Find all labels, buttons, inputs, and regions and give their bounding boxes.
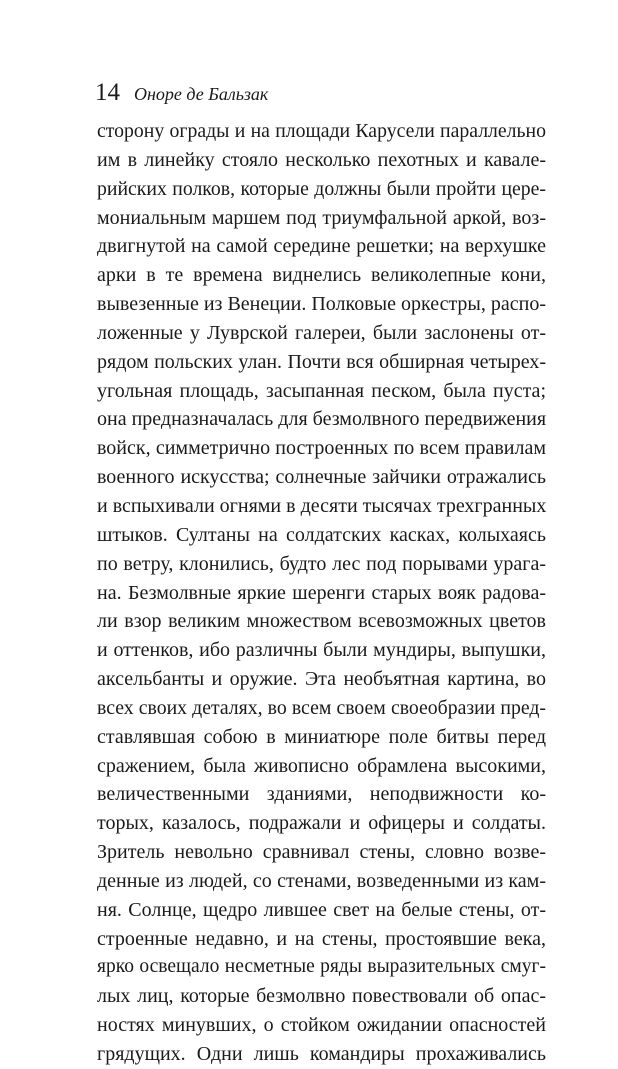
page-number: 14 bbox=[95, 79, 120, 106]
text-line: им в линейку стояло несколько пехотных и кавале- bbox=[97, 148, 546, 171]
page-header bbox=[95, 78, 268, 108]
text-line: ня. Солнце, щедро лившее свет на белые стены, от- bbox=[97, 898, 546, 921]
text-line: всех своих деталях, во всем своем своеобразии пред- bbox=[97, 696, 546, 719]
text-line: она предназначалась для безмолвного передвижения bbox=[97, 408, 547, 431]
text-line: штыков. Султаны на солдатских касках, колыхаясь bbox=[97, 523, 546, 546]
text-line: и оттенков, ибо различны были мундиры, выпушки, bbox=[97, 639, 546, 662]
text-line: величественными зданиями, неподвижности ко- bbox=[97, 783, 546, 806]
text-line: ли взор великим множеством всевозможных цветов bbox=[97, 610, 546, 633]
text-line: ложенные у Луврской галереи, были заслонены от- bbox=[97, 321, 546, 344]
body-text bbox=[97, 117, 546, 1069]
text-line: по ветру, клонились, будто лес под порывами урага- bbox=[97, 552, 546, 575]
text-line: ярко освещало несметные ряды выразительных смуг- bbox=[97, 956, 546, 978]
text-line: вывезенные из Венеции. Полковые оркестры, распо- bbox=[97, 293, 546, 316]
text-line: ностях минувших, о стойком ожидании опасностей bbox=[97, 1014, 546, 1037]
text-line: рядом польских улан. Почти вся обширная четырех- bbox=[97, 350, 546, 373]
text-line: мониальным маршем под триумфальной аркой, воз- bbox=[97, 206, 546, 229]
text-line: на. Безмолвные яркие шеренги старых вояк радова- bbox=[97, 581, 546, 604]
text-line: рийских полков, которые должны были пройти цере- bbox=[97, 177, 546, 200]
text-line: и вспыхивали огнями в десяти тысячах трехгранных bbox=[97, 494, 547, 517]
text-line: двигнутой на самой середине решетки; на верхушке bbox=[97, 235, 546, 258]
text-line: денные из людей, со стенами, возведенными из кам- bbox=[97, 869, 546, 892]
text-line: грядущих. Одни лишь командиры прохаживались bbox=[97, 1043, 546, 1065]
text-line: войск, симметрично построенных по всем правилам bbox=[97, 437, 546, 460]
text-line: ставлявшая собою в миниатюре поле битвы перед bbox=[97, 725, 546, 748]
text-line: сторону ограды и на площади Карусели параллельно bbox=[97, 120, 546, 142]
text-line: военного искусства; солнечные зайчики отражались bbox=[97, 466, 546, 489]
text-line: лых лиц, которые безмолвно повествовали об опас- bbox=[97, 985, 546, 1008]
text-line: торых, казалось, подражали и офицеры и солдаты. bbox=[97, 812, 546, 835]
text-line: арки в те времена виднелись великолепные кони, bbox=[97, 264, 546, 287]
text-line: строенные недавно, и на стены, простоявшие века, bbox=[97, 927, 546, 950]
text-line: Зритель невольно сравнивал стены, словно возве- bbox=[97, 841, 546, 864]
text-line: аксельбанты и оружие. Эта необъятная картина, во bbox=[97, 668, 546, 691]
text-line: угольная площадь, засыпанная песком, была пуста; bbox=[97, 379, 546, 402]
text-line: сражением, была живописно обрамлена высокими, bbox=[97, 754, 546, 777]
running-title: Оноре де Бальзак bbox=[134, 84, 269, 104]
